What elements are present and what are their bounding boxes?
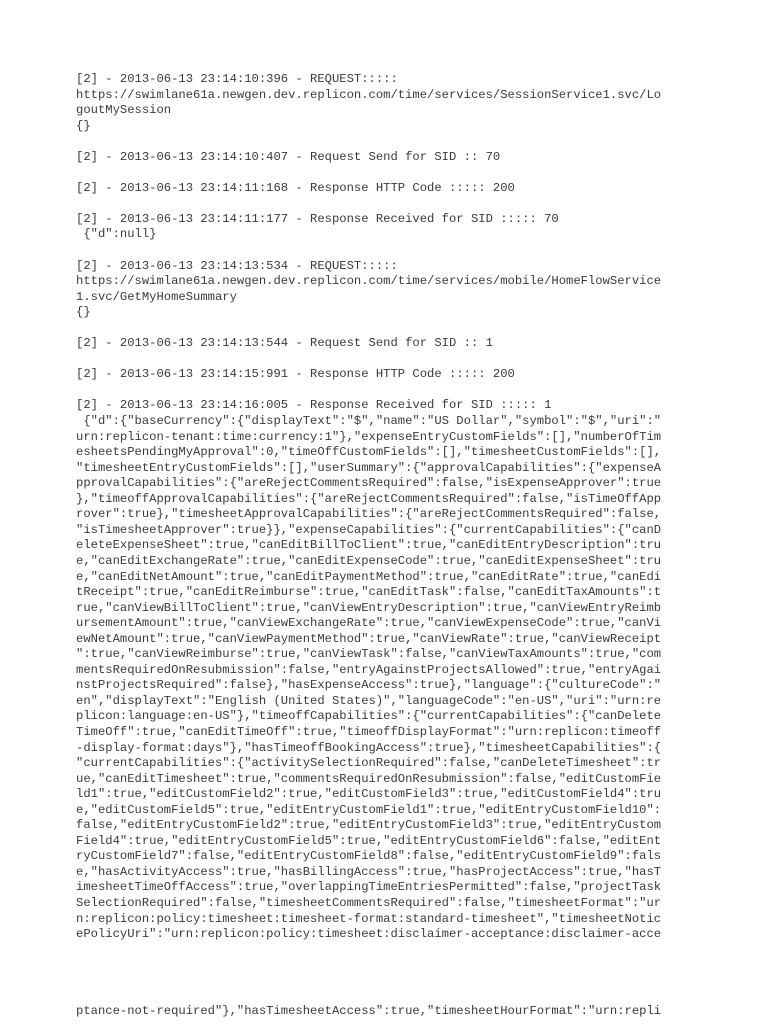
log-line: ursementAmount":true,"canViewExchangeRate":true,"canViewExpenseCode":true,"canVi [76,616,662,631]
log-line: ewNetAmount":true,"canViewPaymentMethod":true,"canViewRate":true,"canViewReceipt [76,631,662,646]
log-line: ue,"canEditTimesheet":true,"commentsRequiredOnResubmission":false,"editCustomFie [76,771,662,786]
log-line: urn:replicon-tenant:time:currency:1"},"expenseEntryCustomFields":[],"numberOfTim [76,429,662,444]
log-line: ryCustomField7":false,"editEntryCustomField8":false,"editEntryCustomField9":fals [76,849,662,864]
log-line: [2] - 2013-06-13 23:14:11:177 - Response Received for SID ::::: 70 [76,211,559,226]
log-line: {} [76,118,91,133]
log-line: {"d":{"baseCurrency":{"displayText":"$","name":"US Dollar","symbol":"$","uri":" [76,414,662,429]
log-line: {"d":null} [76,227,157,242]
log-entry [76,181,688,197]
log-line: "isTimesheetApprover":true}},"expenseCapabilities":{"currentCapabilities":{"canD [76,522,662,537]
log-line: pprovalCapabilities":{"areRejectCommentsRequired":false,"isExpenseApprover":true [76,476,662,491]
log-entry [76,212,688,243]
log-line: TimeOff":true,"canEditTimeOff":true,"timeoffDisplayFormat":"urn:replicon:timeoff [76,724,662,739]
log-entry [76,72,688,134]
log-entry [76,259,688,321]
log-line: ":true,"canViewReimburse":true,"canViewTask":false,"canViewTaxAmounts":true,"com [76,647,662,662]
log-line: eleteExpenseSheet":true,"canEditBillToClient":true,"canEditEntryDescription":tru [76,538,662,553]
log-line: ld1":true,"editCustomField2":true,"editCustomField3":true,"editCustomField4":tru [76,787,662,802]
log-line: e,"editCustomField5":true,"editEntryCustomField1":true,"editEntryCustomField10": [76,802,662,817]
log-line: goutMySession [76,103,172,118]
log-line: [2] - 2013-06-13 23:14:10:396 - REQUEST::::: [76,72,398,86]
log-line: rover":true},"timesheetApprovalCapabilities":{"areRejectCommentsRequired":false, [76,507,662,522]
log-line: en","displayText":"English (United States)","languageCode":"en-US","uri":"urn:re [76,693,662,708]
log-line: n:replicon:policy:timesheet:timesheet-format:standard-timesheet","timesheetNotic [76,911,662,926]
log-line: [2] - 2013-06-13 23:14:10:407 - Request Send for SID :: 70 [76,149,501,164]
log-line: imesheetTimeOffAccess":true,"overlappingTimeEntriesPermitted":false,"projectTask [76,880,662,895]
log-entry [76,367,688,383]
log-line: [2] - 2013-06-13 23:14:15:991 - Response HTTP Code ::::: 200 [76,367,515,382]
log-line: {} [76,305,91,320]
log-line: e,"canEditExchangeRate":true,"canEditExpenseCode":true,"canEditExpenseSheet":tru [76,553,662,568]
log-line: },"timeoffApprovalCapabilities":{"areRejectCommentsRequired":false,"isTimeOffApp [76,491,662,506]
log-line: [2] - 2013-06-13 23:14:13:544 - Request Send for SID :: 1 [76,336,493,351]
log-line: -display-format:days"},"hasTimeoffBookingAccess":true},"timesheetCapabilities":{ [76,740,662,755]
log-line: mentsRequiredOnResubmission":false,"entryAgainstProjectsAllowed":true,"entryAgai [76,662,662,677]
log-entry [76,398,688,942]
log-entry [76,150,688,166]
log-line: https://swimlane61a.newgen.dev.replicon.com/time/services/mobile/HomeFlowService [76,274,662,289]
log-line: https://swimlane61a.newgen.dev.replicon.com/time/services/SessionService1.svc/Lo [76,87,662,102]
log-line: nstProjectsRequired":false},"hasExpenseAccess":true},"language":{"cultureCode":" [76,678,662,693]
log-line: esheetsPendingMyApproval":0,"timeOffCustomFields":[],"timesheetCustomFields":[], [76,445,662,460]
log-line: e,"canEditNetAmount":true,"canEditPaymentMethod":true,"canEditRate":true,"canEdi [76,569,662,584]
log-line: e,"hasActivityAccess":true,"hasBillingAccess":true,"hasProjectAccess":true,"hasT [76,864,662,879]
log-line: SelectionRequired":false,"timesheetCommentsRequired":false,"timesheetFormat":"ur [76,895,662,910]
log-entry [76,336,688,352]
log-line: Field4":true,"editEntryCustomField5":true,"editEntryCustomField6":false,"editEnt [76,833,662,848]
log-line: ePolicyUri":"urn:replicon:policy:timesheet:disclaimer-acceptance:disclaimer-acce [76,927,662,942]
log-line: plicon:language:en-US"},"timeoffCapabilities":{"currentCapabilities":{"canDelete [76,709,662,724]
log-line: rue,"canViewBillToClient":true,"canViewEntryDescription":true,"canViewEntryReimb [76,600,662,615]
log-line: "currentCapabilities":{"activitySelectionRequired":false,"canDeleteTimesheet":tr [76,756,662,771]
log-line: [2] - 2013-06-13 23:14:16:005 - Response Received for SID ::::: 1 [76,398,552,413]
log-output [76,72,688,958]
log-line: false,"editEntryCustomField2":true,"editEntryCustomField3":true,"editEntryCustom [76,818,662,833]
log-line: "timesheetEntryCustomFields":[],"userSummary":{"approvalCapabilities":{"expenseA [76,460,662,475]
log-continuation-line: ptance-not-required"},"hasTimesheetAccess":true,"timesheetHourFormat":"urn:repli [76,1004,662,1018]
log-line: tReceipt":true,"canEditReimburse":true,"canEditTask":false,"canEditTaxAmounts":t [76,585,662,600]
log-line: 1.svc/GetMyHomeSummary [76,289,237,304]
log-line: [2] - 2013-06-13 23:14:11:168 - Response HTTP Code ::::: 200 [76,180,515,195]
log-line: [2] - 2013-06-13 23:14:13:534 - REQUEST::::: [76,258,398,273]
